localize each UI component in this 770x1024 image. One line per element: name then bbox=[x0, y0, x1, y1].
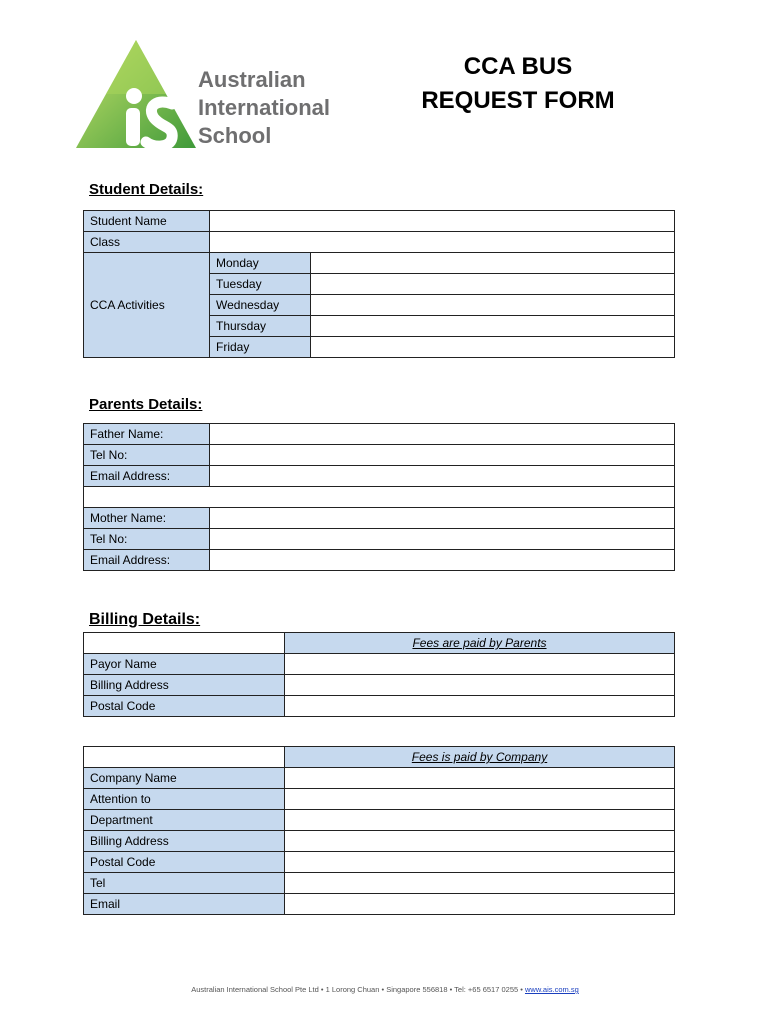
mother-email-label: Email Address: bbox=[84, 550, 210, 571]
company-name-label: Company Name bbox=[84, 768, 285, 789]
parents-details-heading: Parents Details: bbox=[89, 396, 203, 413]
class-field[interactable] bbox=[210, 232, 675, 253]
day-label-wednesday: Wednesday bbox=[210, 295, 311, 316]
mother-name-label: Mother Name: bbox=[84, 508, 210, 529]
table-row bbox=[84, 232, 675, 253]
tuesday-field[interactable] bbox=[311, 274, 675, 295]
table-row bbox=[84, 654, 675, 675]
father-email-label: Email Address: bbox=[84, 466, 210, 487]
email-field[interactable] bbox=[285, 894, 675, 915]
billing-details-heading: Billing Details: bbox=[89, 611, 201, 628]
company-postal-code-field[interactable] bbox=[285, 852, 675, 873]
email-label: Email bbox=[84, 894, 285, 915]
company-billing-table bbox=[83, 746, 675, 915]
postal-code-label: Postal Code bbox=[84, 696, 285, 717]
page-title bbox=[400, 50, 636, 118]
company-name-field[interactable] bbox=[285, 768, 675, 789]
footer-text: Australian International School Pte Ltd • 1 Lorong Chuan • Singapore 556818 • Tel: +65 6517 0255 • bbox=[191, 985, 523, 994]
wednesday-field[interactable] bbox=[311, 295, 675, 316]
table-row bbox=[84, 873, 675, 894]
day-label-thursday: Thursday bbox=[210, 316, 311, 337]
page-footer bbox=[0, 985, 770, 994]
table-row bbox=[84, 768, 675, 789]
mother-email-field[interactable] bbox=[210, 550, 675, 571]
company-billing-address-label: Billing Address bbox=[84, 831, 285, 852]
father-tel-label: Tel No: bbox=[84, 445, 210, 466]
table-row bbox=[84, 675, 675, 696]
logo-text-line3: School bbox=[198, 123, 272, 148]
table-row bbox=[84, 852, 675, 873]
attention-to-label: Attention to bbox=[84, 789, 285, 810]
attention-to-field[interactable] bbox=[285, 789, 675, 810]
table-row bbox=[84, 633, 675, 654]
header-blank-cell bbox=[84, 633, 285, 654]
friday-field[interactable] bbox=[311, 337, 675, 358]
payor-name-label: Payor Name bbox=[84, 654, 285, 675]
mother-tel-label: Tel No: bbox=[84, 529, 210, 550]
school-logo bbox=[74, 38, 344, 152]
day-label-tuesday: Tuesday bbox=[210, 274, 311, 295]
parents-billing-table bbox=[83, 632, 675, 717]
father-name-field[interactable] bbox=[210, 424, 675, 445]
table-row bbox=[84, 466, 675, 487]
table-row bbox=[84, 747, 675, 768]
payor-name-field[interactable] bbox=[285, 654, 675, 675]
logo-text-line1: Australian bbox=[198, 67, 306, 92]
table-row bbox=[84, 810, 675, 831]
company-postal-code-label: Postal Code bbox=[84, 852, 285, 873]
father-name-label: Father Name: bbox=[84, 424, 210, 445]
table-row bbox=[84, 789, 675, 810]
header-blank-cell bbox=[84, 747, 285, 768]
mother-tel-field[interactable] bbox=[210, 529, 675, 550]
table-row bbox=[84, 508, 675, 529]
student-name-field[interactable] bbox=[210, 211, 675, 232]
student-name-label: Student Name bbox=[84, 211, 210, 232]
table-row bbox=[84, 529, 675, 550]
day-label-friday: Friday bbox=[210, 337, 311, 358]
logo-text-line2: International bbox=[198, 95, 331, 120]
table-row bbox=[84, 253, 675, 274]
department-field[interactable] bbox=[285, 810, 675, 831]
table-row bbox=[84, 445, 675, 466]
logo-triangle-icon bbox=[74, 38, 199, 152]
postal-code-field[interactable] bbox=[285, 696, 675, 717]
title-line2: REQUEST FORM bbox=[421, 87, 615, 114]
class-label: Class bbox=[84, 232, 210, 253]
student-details-table bbox=[83, 210, 675, 358]
cca-activities-label: CCA Activities bbox=[84, 253, 210, 358]
monday-field[interactable] bbox=[311, 253, 675, 274]
table-row bbox=[84, 696, 675, 717]
father-email-field[interactable] bbox=[210, 466, 675, 487]
thursday-field[interactable] bbox=[311, 316, 675, 337]
tel-label: Tel bbox=[84, 873, 285, 894]
billing-address-field[interactable] bbox=[285, 675, 675, 696]
billing-address-label: Billing Address bbox=[84, 675, 285, 696]
company-billing-address-field[interactable] bbox=[285, 831, 675, 852]
table-row bbox=[84, 487, 675, 508]
father-tel-field[interactable] bbox=[210, 445, 675, 466]
table-row bbox=[84, 894, 675, 915]
table-row bbox=[84, 831, 675, 852]
title-line1: CCA BUS bbox=[463, 53, 573, 80]
table-row bbox=[84, 211, 675, 232]
parents-details-table bbox=[83, 423, 675, 571]
day-label-monday: Monday bbox=[210, 253, 311, 274]
tel-field[interactable] bbox=[285, 873, 675, 894]
company-billing-header: Fees is paid by Company bbox=[285, 747, 675, 768]
footer-website-link[interactable]: www.ais.com.sg bbox=[524, 985, 579, 994]
mother-name-field[interactable] bbox=[210, 508, 675, 529]
table-row bbox=[84, 424, 675, 445]
spacer-row bbox=[84, 487, 675, 508]
department-label: Department bbox=[84, 810, 285, 831]
student-details-heading: Student Details: bbox=[89, 181, 204, 198]
parents-billing-header: Fees are paid by Parents bbox=[285, 633, 675, 654]
table-row bbox=[84, 550, 675, 571]
